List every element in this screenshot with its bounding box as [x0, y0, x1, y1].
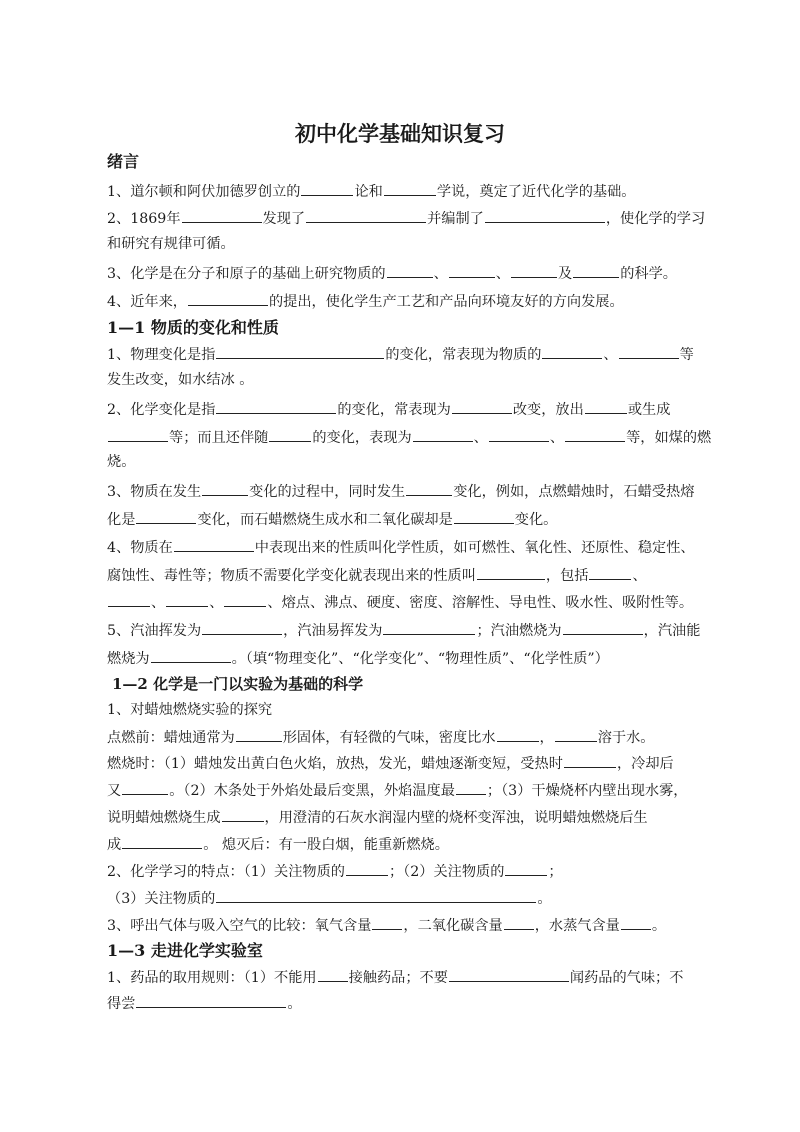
blank[interactable]: [456, 779, 486, 795]
blank[interactable]: [383, 619, 475, 635]
s11-q3: 3、物质在发生 变化的过程中，同时发生 变化，例如，点燃蜡烛时，石蜡受热熔: [107, 480, 694, 502]
blank[interactable]: [621, 914, 651, 930]
blank[interactable]: [269, 426, 311, 442]
blank[interactable]: [306, 207, 426, 223]
page-title: 初中化学基础知识复习: [295, 121, 505, 146]
s11-q2-cont2: 烧。: [107, 454, 136, 470]
blank[interactable]: [166, 591, 208, 607]
blank[interactable]: [236, 726, 282, 742]
s11-q2: 2、化学变化是指 的变化，常表现为 改变，放出 或生成: [107, 398, 670, 420]
s11-q5-cont: 燃烧为 。（填“物理变化”、“化学变化”、“物理性质”、“化学性质”）: [107, 647, 609, 669]
blank[interactable]: [346, 860, 388, 876]
blank[interactable]: [511, 262, 557, 278]
s12-p3-cont3: 成 。 熄灭后：有一股白烟，能重新燃烧。: [107, 833, 449, 855]
s12-p3-cont: 又 。（2）木条处于外焰处最后变黑，外焰温度最 ；（3）干燥烧杯内壁出现水雾，: [107, 779, 687, 801]
blank[interactable]: [202, 619, 282, 635]
blank[interactable]: [216, 343, 384, 359]
blank[interactable]: [202, 480, 248, 496]
blank[interactable]: [151, 647, 231, 663]
blank[interactable]: [406, 480, 452, 496]
blank[interactable]: [182, 207, 262, 223]
s13-p1: 1、药品的取用规则：（1）不能用 接触药品；不要 闻药品的气味；不: [107, 966, 683, 988]
blank[interactable]: [619, 343, 679, 359]
blank[interactable]: [387, 262, 433, 278]
s11-q2-cont: 等；而且还伴随 的变化，表现为 、 、 等，如煤的燃: [107, 426, 711, 448]
s12-p4-cont: （3）关注物质的 。: [107, 887, 552, 909]
s11-q4: 4、物质在 中表现出来的性质叫化学性质，如可燃性、氧化性、还原性、稳定性、: [107, 536, 695, 558]
blank[interactable]: [372, 914, 402, 930]
s13-p1-cont: 得尝 。: [107, 992, 302, 1014]
blank[interactable]: [318, 966, 348, 982]
s11-q4-cont: 腐蚀性、毒性等；物质不需要化学变化就表现出来的性质叫 ，包括 、: [107, 564, 647, 586]
intro-q4: 4、近年来， 的提出，使化学生产工艺和产品向环境友好的方向发展。: [107, 290, 624, 312]
blank[interactable]: [505, 860, 547, 876]
blank[interactable]: [585, 398, 627, 414]
section-heading-1-1: 1—1 物质的变化和性质: [107, 318, 279, 337]
intro-q2-cont: 和研究有规律可循。: [107, 236, 235, 252]
blank[interactable]: [564, 752, 616, 768]
intro-q3: 3、化学是在分子和原子的基础上研究物质的 、 、 及 的科学。: [107, 262, 677, 284]
blank[interactable]: [573, 262, 619, 278]
s11-q4-cont2: 、 、 、熔点、沸点、硬度、密度、溶解性、导电性、吸水性、吸附性等。: [107, 591, 693, 613]
blank[interactable]: [452, 398, 512, 414]
blank[interactable]: [136, 992, 286, 1008]
blank[interactable]: [454, 508, 514, 524]
blank[interactable]: [589, 564, 631, 580]
blank[interactable]: [497, 726, 539, 742]
section-heading-1-3: 1—3 走进化学实验室: [107, 941, 263, 960]
blank[interactable]: [555, 726, 597, 742]
blank[interactable]: [174, 536, 254, 552]
blank[interactable]: [384, 180, 436, 196]
blank[interactable]: [563, 619, 643, 635]
blank[interactable]: [565, 426, 625, 442]
s11-q3-cont: 化是 变化，而石蜡燃烧生成水和二氧化碳却是 变化。: [107, 508, 557, 530]
blank[interactable]: [301, 180, 353, 196]
blank[interactable]: [489, 426, 549, 442]
blank[interactable]: [108, 426, 168, 442]
blank[interactable]: [477, 564, 545, 580]
blank[interactable]: [504, 914, 534, 930]
blank[interactable]: [224, 591, 266, 607]
section-heading-intro: 绪言: [107, 152, 140, 171]
section-heading-1-2: 1—2 化学是一门以实验为基础的科学: [112, 675, 364, 693]
s12-p5: 3、呼出气体与吸入空气的比较：氧气含量 ，二氧化碳含量 ，水蒸气含量 。: [107, 914, 666, 936]
blank[interactable]: [122, 779, 168, 795]
blank[interactable]: [188, 290, 268, 306]
blank[interactable]: [122, 833, 202, 849]
blank[interactable]: [485, 207, 605, 223]
s12-p2: 点燃前：蜡烛通常为 形固体，有轻微的气味，密度比水 ， 溶于水。: [107, 726, 655, 748]
intro-q1: 1、道尔顿和阿伏加德罗创立的 论和 学说，奠定了近代化学的基础。: [107, 180, 636, 202]
blank[interactable]: [449, 966, 569, 982]
s11-q1: 1、物理变化是指 的变化，常表现为物质的 、 等: [107, 343, 694, 365]
blank[interactable]: [222, 806, 264, 822]
s12-p4: 2、化学学习的特点：（1）关注物质的 ；（2）关注物质的 ；: [107, 860, 563, 882]
s11-q1-cont: 发生改变，如水结冰 。: [107, 372, 254, 388]
blank[interactable]: [449, 262, 495, 278]
blank[interactable]: [542, 343, 602, 359]
blank[interactable]: [413, 426, 473, 442]
blank[interactable]: [136, 508, 196, 524]
s12-p1: 1、对蜡烛燃烧实验的探究: [107, 702, 273, 718]
intro-q2: 2、1869年 发现了 并编制了 ，使化学的学习: [107, 207, 705, 229]
s12-p3-cont2: 说明蜡烛燃烧生成 ，用澄清的石灰水润湿内壁的烧杯变浑浊，说明蜡烛燃烧后生: [107, 806, 648, 828]
blank[interactable]: [216, 887, 536, 903]
s11-q5: 5、汽油挥发为 ，汽油易挥发为 ；汽油燃烧为 ，汽油能: [107, 619, 700, 641]
blank[interactable]: [108, 591, 150, 607]
s12-p3: 燃烧时：（1）蜡烛发出黄白色火焰，放热，发光，蜡烛逐渐变短，受热时 ，冷却后: [107, 752, 674, 774]
blank[interactable]: [216, 398, 336, 414]
